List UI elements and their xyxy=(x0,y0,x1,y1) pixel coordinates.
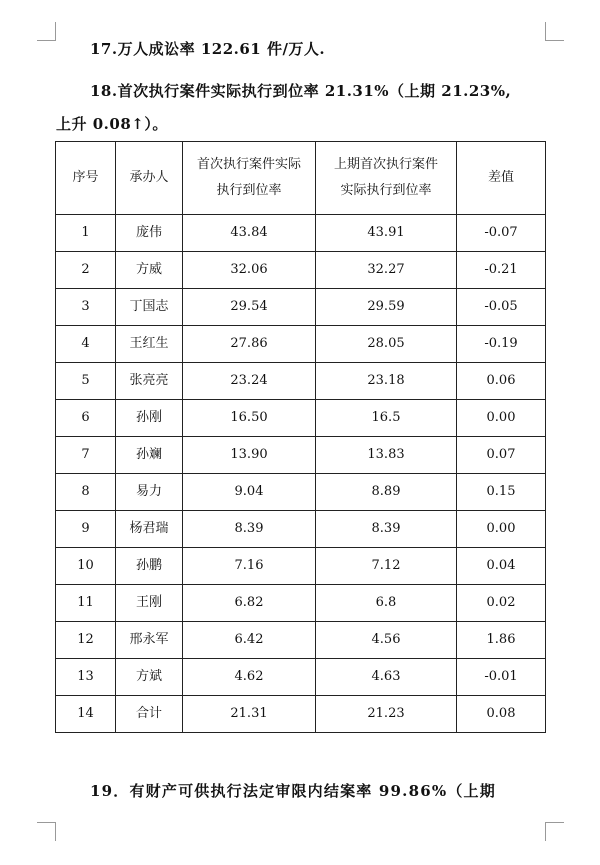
cell-previous-rate: 13.83 xyxy=(316,437,457,474)
table-row xyxy=(56,548,546,585)
cell-previous-rate: 28.05 xyxy=(316,326,457,363)
cell-no: 5 xyxy=(56,363,116,400)
cell-person: 合计 xyxy=(116,696,183,733)
cell-previous-rate: 21.23 xyxy=(316,696,457,733)
cell-previous-rate: 4.56 xyxy=(316,622,457,659)
header-diff: 差值 xyxy=(457,142,546,215)
table-row xyxy=(56,215,546,252)
crop-mark-bottom-right xyxy=(545,822,564,841)
cell-previous-rate: 8.39 xyxy=(316,511,457,548)
table-row xyxy=(56,696,546,733)
cell-diff: -0.05 xyxy=(457,289,546,326)
cell-no: 12 xyxy=(56,622,116,659)
paragraph-18-line-2: 上升 0.08↑）。 xyxy=(56,115,168,133)
cell-previous-rate: 29.59 xyxy=(316,289,457,326)
cell-no: 4 xyxy=(56,326,116,363)
cell-diff: -0.19 xyxy=(457,326,546,363)
cell-diff: -0.21 xyxy=(457,252,546,289)
cell-diff: 0.00 xyxy=(457,511,546,548)
cell-current-rate: 8.39 xyxy=(183,511,316,548)
paragraph-17: 17.万人成讼率 122.61 件/万人. xyxy=(90,40,326,58)
cell-diff: 0.15 xyxy=(457,474,546,511)
table-row xyxy=(56,289,546,326)
cell-no: 3 xyxy=(56,289,116,326)
table-row xyxy=(56,474,546,511)
header-person: 承办人 xyxy=(116,142,183,215)
header-current-rate xyxy=(183,142,316,215)
cell-person: 丁国志 xyxy=(116,289,183,326)
cell-current-rate: 21.31 xyxy=(183,696,316,733)
cell-previous-rate: 7.12 xyxy=(316,548,457,585)
cell-diff: 0.07 xyxy=(457,437,546,474)
cell-diff: -0.07 xyxy=(457,215,546,252)
cell-no: 13 xyxy=(56,659,116,696)
cell-previous-rate: 16.5 xyxy=(316,400,457,437)
cell-current-rate: 4.62 xyxy=(183,659,316,696)
cell-no: 8 xyxy=(56,474,116,511)
cell-current-rate: 6.42 xyxy=(183,622,316,659)
cell-current-rate: 13.90 xyxy=(183,437,316,474)
cell-no: 14 xyxy=(56,696,116,733)
cell-previous-rate: 4.63 xyxy=(316,659,457,696)
header-previous-line-2: 实际执行到位率 xyxy=(340,183,432,198)
cell-diff: 0.00 xyxy=(457,400,546,437)
table-header-row xyxy=(56,142,546,215)
header-current-line-1: 首次执行案件实际 xyxy=(196,157,301,172)
cell-no: 2 xyxy=(56,252,116,289)
cell-current-rate: 7.16 xyxy=(183,548,316,585)
cell-no: 10 xyxy=(56,548,116,585)
header-no: 序号 xyxy=(56,142,116,215)
cell-person: 孙刚 xyxy=(116,400,183,437)
cell-person: 杨君瑞 xyxy=(116,511,183,548)
cell-person: 孙鹏 xyxy=(116,548,183,585)
cell-no: 11 xyxy=(56,585,116,622)
crop-mark-bottom-left xyxy=(37,822,56,841)
cell-no: 1 xyxy=(56,215,116,252)
cell-no: 6 xyxy=(56,400,116,437)
paragraph-18-line-1: 18.首次执行案件实际执行到位率 21.31%（上期 21.23%, xyxy=(90,82,512,100)
table-row xyxy=(56,622,546,659)
cell-current-rate: 29.54 xyxy=(183,289,316,326)
table-row xyxy=(56,659,546,696)
cell-previous-rate: 8.89 xyxy=(316,474,457,511)
cell-no: 9 xyxy=(56,511,116,548)
cell-current-rate: 23.24 xyxy=(183,363,316,400)
table-row xyxy=(56,252,546,289)
header-previous-line-1: 上期首次执行案件 xyxy=(333,157,438,172)
cell-person: 易力 xyxy=(116,474,183,511)
cell-diff: -0.01 xyxy=(457,659,546,696)
execution-rate-table xyxy=(55,141,546,733)
cell-current-rate: 6.82 xyxy=(183,585,316,622)
cell-current-rate: 16.50 xyxy=(183,400,316,437)
cell-previous-rate: 43.91 xyxy=(316,215,457,252)
cell-diff: 0.06 xyxy=(457,363,546,400)
table-row xyxy=(56,400,546,437)
header-current-line-2: 执行到位率 xyxy=(216,183,282,198)
cell-person: 邢永军 xyxy=(116,622,183,659)
cell-person: 孙斓 xyxy=(116,437,183,474)
cell-current-rate: 27.86 xyxy=(183,326,316,363)
cell-person: 庞伟 xyxy=(116,215,183,252)
table-row xyxy=(56,363,546,400)
cell-diff: 0.08 xyxy=(457,696,546,733)
cell-person: 张亮亮 xyxy=(116,363,183,400)
cell-diff: 0.04 xyxy=(457,548,546,585)
cell-person: 方斌 xyxy=(116,659,183,696)
cell-no: 7 xyxy=(56,437,116,474)
cell-diff: 1.86 xyxy=(457,622,546,659)
table-row xyxy=(56,511,546,548)
paragraph-19: 19．有财产可供执行法定审限内结案率 99.86%（上期 xyxy=(90,782,496,800)
cell-person: 王红生 xyxy=(116,326,183,363)
cell-previous-rate: 32.27 xyxy=(316,252,457,289)
cell-previous-rate: 23.18 xyxy=(316,363,457,400)
cell-current-rate: 9.04 xyxy=(183,474,316,511)
crop-mark-top-right xyxy=(545,22,564,41)
cell-person: 方威 xyxy=(116,252,183,289)
cell-current-rate: 32.06 xyxy=(183,252,316,289)
cell-current-rate: 43.84 xyxy=(183,215,316,252)
table-row xyxy=(56,585,546,622)
cell-person: 王刚 xyxy=(116,585,183,622)
crop-mark-top-left xyxy=(37,22,56,41)
table-row xyxy=(56,437,546,474)
cell-diff: 0.02 xyxy=(457,585,546,622)
header-previous-rate xyxy=(316,142,457,215)
cell-previous-rate: 6.8 xyxy=(316,585,457,622)
table-row xyxy=(56,326,546,363)
